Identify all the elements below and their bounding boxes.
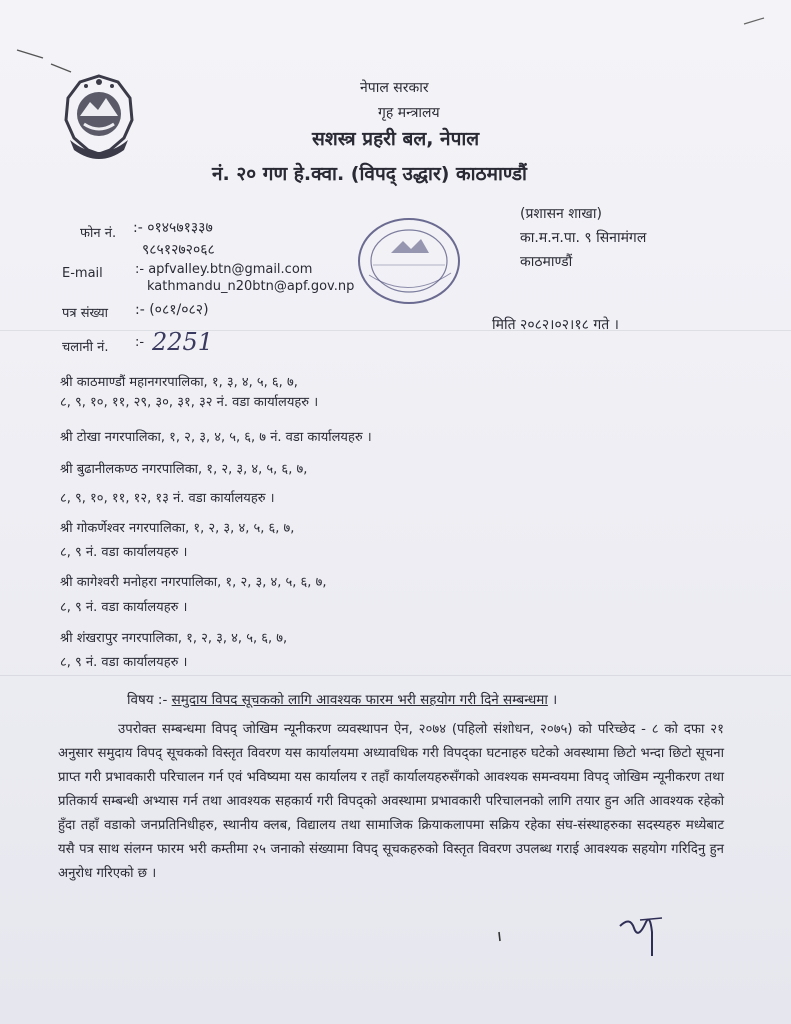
office-stamp-icon bbox=[355, 215, 463, 307]
office-section: (प्रशासन शाखा) bbox=[520, 206, 602, 222]
dispatch-number-prefix: :- bbox=[135, 335, 145, 350]
recipient-line: ८, ९ नं. वडा कार्यालयहरु । bbox=[60, 655, 188, 670]
body-paragraph: उपरोक्त सम्बन्धमा विपद् जोखिम न्यूनीकरण व्यवस्थापन ऐन, २०७४ (पहिलो संशोधन, २०७५) को परिच्छेद - ८ को दफा २१ अनुसार समुदाय विपद् सूचकको विस्तृत विवरण यस कार्यालयमा अध्यावधिक गरी विपद्का घटनाहरु घटेको अवस्थामा छिटो भन्दा छिटो सूचना प्राप्त गरी प्रभावकारी परिचालन गर्न एवं भविष्यमा यस कार्यालय र तहाँ कार्यालयहरुसँगको आवश्यक समन्वयमा विपद् जोखिम न्यूनीकरण तथा प्रतिकार्य सम्बन्धी अभ्यास गर्न तथा आवश्यक सहकार्य गरी विपद्को अवस्थामा प्रभावकारी परिचालनको लागि तयार हुन अति आवश्यक रहेको हुँदा तहाँ वडाको जनप्रतिनिधीहरु, स्थानीय क्लब, विद्यालय तथा सामाजिक क्रियाकलापमा सक्रिय रहेका संघ-संस्थाहरुका सदस्यहरु मध्येबाट यसै पत्र साथ संलग्न फारम भरी कम्तीमा २५ जनाको संख्यामा विपद् सूचकहरुको विस्तृत विवरण उपलब्ध गराई आवश्यक सहयोग गरिदिनु हुन अनुरोध गरिएको छ । bbox=[58, 722, 724, 881]
force-name: सशस्त्र प्रहरी बल, नेपाल bbox=[312, 128, 480, 150]
subject-line bbox=[127, 690, 557, 708]
subject-end: । bbox=[547, 692, 558, 708]
unit-name: नं. २० गण हे.क्वा. (विपद् उद्धार) काठमाण्डौं bbox=[212, 163, 527, 185]
recipient-line: ८, ९, १०, ११, २९, ३०, ३१, ३२ नं. वडा कार्यालयहरु । bbox=[60, 395, 319, 410]
recipient-line: श्री गोकर्णेश्वर नगरपालिका, १, २, ३, ४, ५, ६, ७, bbox=[60, 521, 295, 536]
recipient-line: ८, ९ नं. वडा कार्यालयहरु । bbox=[60, 600, 188, 615]
ink-dot bbox=[495, 930, 505, 944]
subject-label: विषय :- bbox=[127, 692, 168, 708]
letter-number-label: पत्र संख्या bbox=[62, 306, 108, 321]
corner-pen-mark bbox=[740, 10, 770, 30]
phone-number-2: ९८५१२७२०६८ bbox=[142, 242, 215, 258]
recipient-line: श्री बुढानीलकण्ठ नगरपालिका, १, २, ३, ४, ५, ६, ७, bbox=[60, 462, 308, 477]
recipient-line: श्री टोखा नगरपालिका, १, २, ३, ४, ५, ६, ७ नं. वडा कार्यालयहरु । bbox=[60, 430, 372, 445]
recipient-line: श्री काठमाण्डौं महानगरपालिका, १, ३, ४, ५, ६, ७, bbox=[60, 375, 298, 390]
dispatch-number-label: चलानी नं. bbox=[62, 340, 109, 355]
phone-number-1: :- ०१४५७१३३७ bbox=[133, 220, 213, 236]
recipient-line: श्री कागेश्वरी मनोहरा नगरपालिका, १, २, ३, ४, ५, ६, ७, bbox=[60, 575, 327, 590]
email-address-1: :- apfvalley.btn@gmail.com bbox=[135, 262, 313, 277]
letter-date: मिति २०८२।०२।१८ गते । bbox=[492, 317, 619, 333]
office-city: काठमाण्डौं bbox=[520, 254, 573, 270]
recipient-line: ८, ९ नं. वडा कार्यालयहरु । bbox=[60, 545, 188, 560]
signature-icon bbox=[612, 912, 672, 962]
nepal-emblem-icon bbox=[58, 72, 140, 164]
ministry-name: गृह मन्त्रालय bbox=[378, 105, 440, 121]
email-address-2: kathmandu_n20btn@apf.gov.np bbox=[147, 279, 355, 294]
subject-text: समुदाय विपद सूचकको लागि आवश्यक फारम भरी सहयोग गरी दिने सम्बन्धमा bbox=[171, 692, 548, 708]
recipient-line: ८, ९, १०, ११, १२, १३ नं. वडा कार्यालयहरु । bbox=[60, 491, 275, 506]
letter-body bbox=[58, 718, 724, 886]
email-label: E-mail bbox=[62, 266, 103, 281]
phone-label: फोन नं. bbox=[80, 226, 117, 241]
letter-number: :- (०८१/०८२) bbox=[135, 302, 209, 318]
recipient-line: श्री शंखरापुर नगरपालिका, १, २, ३, ४, ५, ६, ७, bbox=[60, 631, 288, 646]
office-ward: का.म.न.पा. ९ सिनामंगल bbox=[520, 230, 647, 246]
government-name: नेपाल सरकार bbox=[360, 80, 429, 96]
dispatch-number-handwritten: 2251 bbox=[152, 328, 214, 356]
